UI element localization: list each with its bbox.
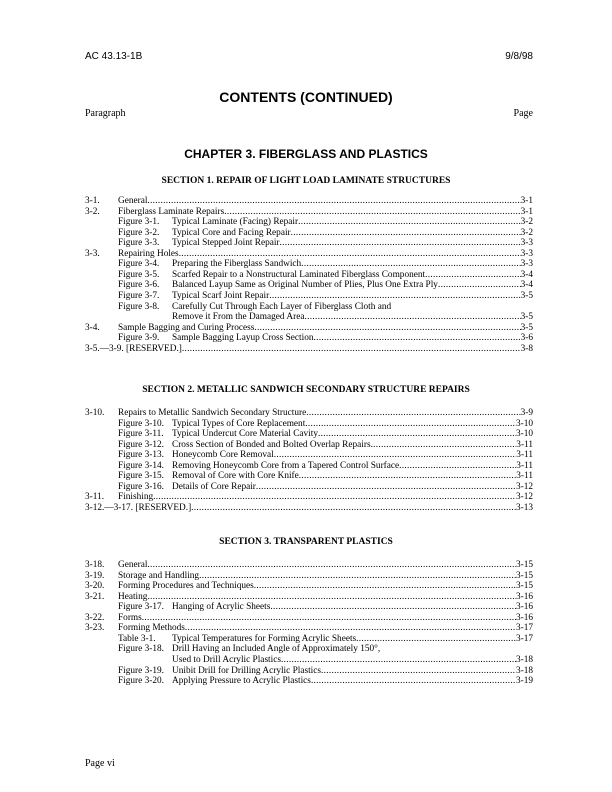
entry-body bbox=[118, 492, 533, 503]
entry-body bbox=[118, 613, 533, 624]
entry-title: Forming Procedures and Techniques bbox=[118, 581, 254, 592]
entry-body bbox=[118, 291, 533, 302]
paragraph-number: 3-11. bbox=[85, 492, 105, 503]
toc-entry[interactable] bbox=[85, 408, 533, 419]
dot-leader bbox=[305, 419, 516, 430]
paragraph-number: 3-23. bbox=[85, 623, 105, 634]
entry-body bbox=[85, 344, 533, 355]
entry-title: Typical Temperatures for Forming Acrylic Sheets bbox=[172, 633, 357, 644]
dot-leader bbox=[304, 312, 520, 323]
paragraph-number: 3-20. bbox=[85, 581, 105, 592]
toc-entry[interactable] bbox=[85, 207, 533, 218]
dot-leader bbox=[142, 613, 516, 624]
page-ref: 3-18 bbox=[515, 665, 533, 676]
entry-title: Carefully Cut Through Each Layer of Fiberglass Cloth and bbox=[172, 301, 392, 312]
entry-title: Typical Stepped Joint Repair bbox=[172, 238, 280, 249]
dot-leader bbox=[356, 634, 516, 645]
figure-label: Figure 3-8. bbox=[118, 301, 160, 312]
page-ref: 3-5 bbox=[520, 322, 533, 333]
dot-leader bbox=[298, 217, 520, 228]
dot-leader bbox=[301, 259, 520, 270]
figure-entry[interactable] bbox=[85, 238, 533, 249]
toc-entry[interactable] bbox=[85, 592, 533, 603]
page-ref: 3-3 bbox=[520, 259, 533, 270]
entry-title: Sample Bagging Layup Cross Section bbox=[172, 333, 314, 344]
page-ref: 3-17 bbox=[515, 623, 533, 634]
dot-leader bbox=[147, 560, 516, 571]
entry-body bbox=[118, 302, 533, 313]
entry-title: General bbox=[118, 560, 148, 570]
paragraph-number: 3-4. bbox=[85, 322, 100, 333]
figure-entry[interactable] bbox=[85, 482, 533, 493]
page-ref: 3-12 bbox=[515, 481, 533, 492]
entry-title: Unibit Drill for Drilling Acrylic Plastics bbox=[172, 665, 321, 676]
figure-entry[interactable] bbox=[85, 333, 533, 344]
chapter-title: CHAPTER 3. FIBERGLASS AND PLASTICS bbox=[184, 147, 428, 161]
entry-body bbox=[118, 323, 533, 334]
entry-title: Sample Bagging and Curing Process bbox=[118, 322, 255, 333]
figure-entry[interactable] bbox=[85, 461, 533, 472]
entry-body bbox=[118, 217, 533, 228]
paragraph-number: 3-1. bbox=[85, 196, 100, 206]
figure-label: Figure 3-4. bbox=[118, 259, 160, 270]
dot-leader bbox=[280, 238, 521, 249]
section-title: SECTION 2. METALLIC SANDWICH SECONDARY STRUCTURE REPAIRS bbox=[142, 385, 470, 395]
page-ref: 3-10 bbox=[515, 418, 533, 429]
page-ref: 3-16 bbox=[515, 602, 533, 613]
page-ref: 3-5 bbox=[520, 312, 533, 323]
page-ref: 3-11 bbox=[516, 460, 533, 471]
dot-leader bbox=[224, 207, 520, 218]
entry-body bbox=[118, 419, 533, 430]
figure-entry[interactable] bbox=[85, 302, 533, 313]
entry-continuation[interactable] bbox=[85, 312, 533, 323]
dot-leader bbox=[269, 291, 520, 302]
figure-entry[interactable] bbox=[85, 450, 533, 461]
entry-title: Typical Types of Core Replacement bbox=[172, 418, 306, 429]
dot-leader bbox=[299, 471, 517, 482]
dot-leader bbox=[256, 482, 516, 493]
entry-title: Typical Undercut Core Material Cavity bbox=[172, 429, 318, 440]
dot-leader bbox=[425, 270, 520, 281]
entry-body bbox=[118, 196, 533, 207]
page-ref: 3-15 bbox=[515, 570, 533, 581]
entry-title: Preparing the Fiberglass Sandwich bbox=[172, 259, 302, 270]
entry-body bbox=[118, 429, 533, 440]
dot-leader bbox=[438, 280, 521, 291]
page-ref: 3-15 bbox=[515, 560, 533, 570]
entry-title: Honeycomb Core Removal bbox=[172, 450, 274, 461]
figure-entry[interactable] bbox=[85, 666, 533, 677]
dot-leader bbox=[153, 492, 516, 503]
entry-body bbox=[118, 592, 533, 603]
figure-label: Figure 3-1. bbox=[118, 217, 160, 228]
figure-label: Figure 3-9. bbox=[118, 333, 160, 344]
entry-title: Forming Methods bbox=[118, 623, 185, 634]
figure-entry[interactable] bbox=[85, 676, 533, 687]
page-ref: 3-17 bbox=[515, 633, 533, 644]
column-header-page: Page bbox=[513, 108, 533, 119]
page-ref: 3-16 bbox=[515, 591, 533, 602]
entry-title: Applying Pressure to Acrylic Plastics bbox=[172, 676, 311, 687]
entry-title: Removing Honeycomb Core from a Tapered Control Surface bbox=[172, 460, 400, 471]
entry-body bbox=[118, 450, 533, 461]
entry-title: Cross Section of Bonded and Bolted Overlap Repairs bbox=[172, 439, 371, 450]
toc-entry[interactable] bbox=[85, 503, 533, 514]
figure-entry[interactable] bbox=[85, 217, 533, 228]
dot-leader bbox=[147, 196, 520, 207]
figure-entry[interactable] bbox=[85, 259, 533, 270]
figure-entry[interactable] bbox=[85, 291, 533, 302]
entry-body bbox=[118, 228, 533, 239]
entry-body bbox=[118, 482, 533, 493]
column-header-paragraph: Paragraph bbox=[85, 108, 126, 119]
paragraph-number: 3-2. bbox=[85, 206, 100, 217]
entry-title: Repairs to Metallic Sandwich Secondary Structure bbox=[118, 408, 307, 418]
entry-title: Balanced Layup Same as Original Number of Plies, Plus One Extra Ply bbox=[172, 280, 438, 291]
dot-leader bbox=[147, 592, 516, 603]
dot-leader bbox=[199, 571, 516, 582]
figure-label: Figure 3-16. bbox=[118, 481, 164, 492]
page-ref: 3-1 bbox=[520, 196, 533, 206]
figure-label: Figure 3-11. bbox=[118, 429, 164, 440]
dot-leader bbox=[270, 602, 516, 613]
entry-body bbox=[118, 249, 533, 260]
entry-title: Details of Core Repair bbox=[172, 481, 256, 492]
toc-entry[interactable] bbox=[85, 249, 533, 260]
entry-body bbox=[118, 581, 533, 592]
toc-entry[interactable] bbox=[85, 623, 533, 634]
figure-label: Figure 3-7. bbox=[118, 290, 160, 301]
figure-label: Table 3-1. bbox=[118, 633, 156, 644]
page-ref: 3-13 bbox=[515, 502, 533, 513]
paragraph-number: 3-22. bbox=[85, 612, 105, 623]
figure-entry[interactable] bbox=[85, 602, 533, 613]
paragraph-number: 3-18. bbox=[85, 560, 105, 570]
entry-title: Typical Laminate (Facing) Repair bbox=[172, 217, 299, 228]
dot-leader bbox=[179, 249, 521, 260]
entry-title: 3-12.—3-17. [RESERVED.] bbox=[85, 502, 192, 513]
entry-body bbox=[118, 655, 533, 666]
dot-leader bbox=[314, 333, 521, 344]
paragraph-number: 3-21. bbox=[85, 591, 105, 602]
dot-leader bbox=[291, 228, 521, 239]
toc-entry[interactable] bbox=[85, 560, 533, 571]
paragraph-number: 3-10. bbox=[85, 408, 105, 418]
entry-title: Typical Scarf Joint Repair bbox=[172, 290, 270, 301]
page-ref: 3-2 bbox=[520, 227, 533, 238]
page-ref: 3-19 bbox=[515, 676, 533, 687]
page-number: Page vi bbox=[85, 758, 115, 769]
entry-title: Used to Drill Acrylic Plastics bbox=[172, 654, 281, 665]
page-ref: 3-11 bbox=[516, 439, 533, 450]
page-ref: 3-8 bbox=[520, 343, 533, 354]
entry-body bbox=[118, 408, 533, 419]
doc-id: AC 43.13-1B bbox=[85, 51, 143, 62]
doc-date: 9/8/98 bbox=[505, 51, 533, 62]
entry-title: Heating bbox=[118, 591, 148, 602]
entry-title: Scarfed Repair to a Nonstructural Laminated Fiberglass Component bbox=[172, 269, 426, 280]
figure-label: Figure 3-18. bbox=[118, 644, 164, 655]
section-title: SECTION 1. REPAIR OF LIGHT LOAD LAMINATE STRUCTURES bbox=[161, 176, 451, 186]
entry-title: Remove it From the Damaged Area bbox=[172, 312, 305, 323]
dot-leader bbox=[254, 323, 520, 334]
figure-label: Figure 3-6. bbox=[118, 280, 160, 291]
toc-entry[interactable] bbox=[85, 196, 533, 207]
entry-body bbox=[118, 259, 533, 270]
entry-title: Fiberglass Laminate Repairs bbox=[118, 206, 225, 217]
indent-spacer bbox=[118, 655, 172, 666]
figure-label: Figure 3-2. bbox=[118, 227, 160, 238]
entry-body bbox=[118, 312, 533, 323]
figure-entry[interactable] bbox=[85, 471, 533, 482]
entry-body bbox=[118, 238, 533, 249]
figure-entry[interactable] bbox=[85, 228, 533, 239]
page-ref: 3-4 bbox=[520, 269, 533, 280]
entry-title: Storage and Handling bbox=[118, 570, 200, 581]
entry-body bbox=[118, 676, 533, 687]
figure-label: Figure 3-20. bbox=[118, 676, 164, 687]
entry-title: Repairing Holes bbox=[118, 248, 179, 259]
entry-title: Forms bbox=[118, 612, 142, 623]
toc-entry[interactable] bbox=[85, 323, 533, 334]
section-title: SECTION 3. TRANSPARENT PLASTICS bbox=[219, 537, 393, 547]
page-title: CONTENTS (CONTINUED) bbox=[219, 89, 393, 105]
figure-label: Figure 3-3. bbox=[118, 238, 160, 249]
toc-entry[interactable] bbox=[85, 581, 533, 592]
page-ref: 3-3 bbox=[520, 248, 533, 259]
dot-leader bbox=[274, 450, 517, 461]
page-ref: 3-12 bbox=[515, 492, 533, 503]
dot-leader bbox=[371, 440, 517, 451]
indent-spacer bbox=[118, 312, 172, 323]
toc-entry[interactable] bbox=[85, 613, 533, 624]
entry-title: Drill Having an Included Angle of Approximately 150°, bbox=[172, 644, 381, 655]
figure-entry[interactable] bbox=[85, 419, 533, 430]
page-ref: 3-6 bbox=[520, 333, 533, 344]
entry-title: Removal of Core with Core Knife bbox=[172, 471, 299, 482]
dot-leader bbox=[321, 666, 516, 677]
entry-body bbox=[118, 602, 533, 613]
entry-body bbox=[118, 666, 533, 677]
page-ref: 3-4 bbox=[520, 280, 533, 291]
entry-body bbox=[118, 644, 533, 655]
page-ref: 3-16 bbox=[515, 612, 533, 623]
figure-entry[interactable] bbox=[85, 644, 533, 655]
entry-title: Finishing bbox=[118, 492, 154, 503]
page-ref: 3-10 bbox=[515, 429, 533, 440]
dot-leader bbox=[254, 581, 516, 592]
figure-label: Figure 3-13. bbox=[118, 450, 164, 461]
page-ref: 3-11 bbox=[516, 471, 533, 482]
figure-label: Figure 3-15. bbox=[118, 471, 164, 482]
toc-entry[interactable] bbox=[85, 571, 533, 582]
entry-title: General bbox=[118, 196, 148, 206]
entry-body bbox=[118, 333, 533, 344]
figure-label: Figure 3-19. bbox=[118, 665, 164, 676]
entry-title: 3-5.—3-9. [RESERVED.] bbox=[85, 343, 182, 354]
page-ref: 3-18 bbox=[515, 654, 533, 665]
dot-leader bbox=[191, 503, 516, 514]
entry-title: Typical Core and Facing Repair bbox=[172, 227, 291, 238]
dot-leader bbox=[399, 461, 516, 472]
page-ref: 3-9 bbox=[520, 408, 533, 418]
figure-label: Figure 3-10. bbox=[118, 418, 164, 429]
toc-entry[interactable] bbox=[85, 344, 533, 355]
page-ref: 3-11 bbox=[516, 450, 533, 461]
page-ref: 3-5 bbox=[520, 290, 533, 301]
entry-body bbox=[118, 571, 533, 582]
dot-leader bbox=[281, 655, 516, 666]
entry-title: Hanging of Acrylic Sheets bbox=[172, 602, 271, 613]
entry-body bbox=[118, 440, 533, 451]
entry-body bbox=[118, 471, 533, 482]
page-ref: 3-2 bbox=[520, 217, 533, 228]
paragraph-number: 3-19. bbox=[85, 570, 105, 581]
figure-label: Figure 3-14. bbox=[118, 460, 164, 471]
entry-body bbox=[118, 280, 533, 291]
dot-leader bbox=[311, 676, 516, 687]
figure-label: Figure 3-5. bbox=[118, 269, 160, 280]
entry-body bbox=[118, 623, 533, 634]
page-ref: 3-1 bbox=[520, 206, 533, 217]
figure-label: Figure 3-12. bbox=[118, 439, 164, 450]
entry-body bbox=[118, 560, 533, 571]
figure-entry[interactable] bbox=[85, 440, 533, 451]
figure-entry[interactable] bbox=[85, 429, 533, 440]
entry-continuation[interactable] bbox=[85, 655, 533, 666]
dot-leader bbox=[318, 429, 516, 440]
paragraph-number: 3-3. bbox=[85, 248, 100, 259]
entry-body bbox=[118, 207, 533, 218]
toc-entry[interactable] bbox=[85, 492, 533, 503]
dot-leader bbox=[306, 408, 520, 419]
dot-leader bbox=[185, 623, 516, 634]
page-ref: 3-15 bbox=[515, 581, 533, 592]
page-ref: 3-3 bbox=[520, 238, 533, 249]
dot-leader bbox=[182, 344, 521, 355]
figure-entry[interactable] bbox=[85, 280, 533, 291]
figure-label: Figure 3-17. bbox=[118, 602, 164, 613]
entry-body bbox=[85, 503, 533, 514]
